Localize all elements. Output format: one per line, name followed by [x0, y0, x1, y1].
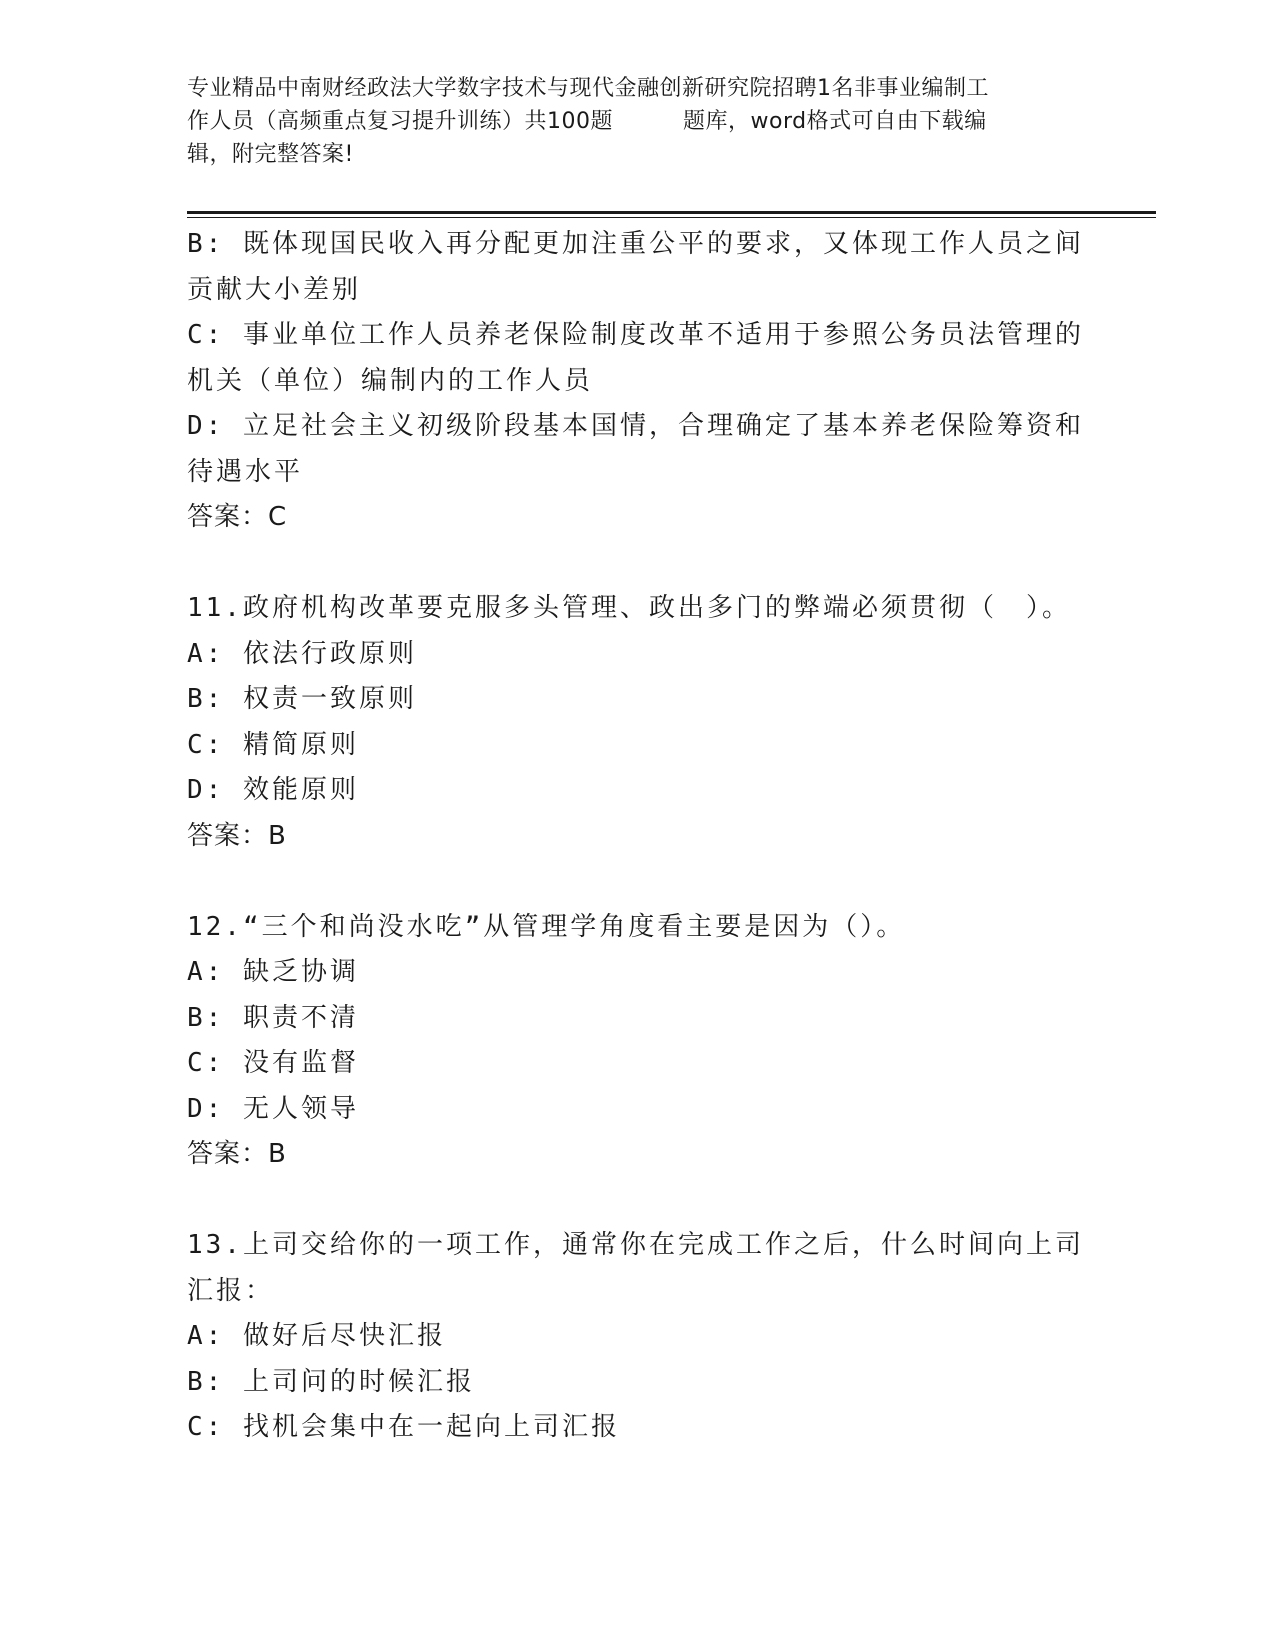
- q10-option-c-line1: C: 事业单位工作人员养老保险制度改革不适用于参照公务员法管理的: [187, 320, 1084, 350]
- q10-option-c-line2: 机关（单位）编制内的工作人员: [187, 365, 594, 396]
- q13-option-a: A: 做好后尽快汇报: [187, 1321, 446, 1351]
- question-content: [187, 222, 1087, 1451]
- header-line-1: 专业精品中南财经政法大学数字技术与现代金融创新研究院招聘1名非事业编制工: [187, 76, 989, 101]
- q11-option-b: B: 权责一致原则: [187, 684, 417, 714]
- q12-option-d: D: 无人领导: [187, 1093, 359, 1124]
- q11-option-a: A: 依法行政原则: [187, 638, 417, 669]
- header-line-2: [187, 105, 1087, 138]
- q13-stem-line1: 13.上司交给你的一项工作，通常你在完成工作之后，什么时间向上司: [187, 1230, 1084, 1260]
- q10-option-b-line2: 贡献大小差别: [187, 274, 362, 305]
- q11-answer: 答案：B: [187, 820, 287, 851]
- q12-option-b: B: 职责不清: [187, 1002, 359, 1033]
- q12-stem: 12.“三个和尚没水吃”从管理学角度看主要是因为（）。: [187, 911, 906, 942]
- header-line-2a: 作人员（高频重点复习提升训练）共100题: [187, 109, 613, 134]
- q12-answer: 答案：B: [187, 1139, 287, 1169]
- q13-option-b: B: 上司问的时候汇报: [187, 1366, 475, 1397]
- q11-stem: 11.政府机构改革要克服多头管理、政出多门的弊端必须贯彻（ ）。: [187, 593, 1071, 623]
- q10-option-d-line2: 待遇水平: [187, 456, 304, 487]
- header-divider-thick: [187, 211, 1156, 214]
- q11-option-d: D: 效能原则: [187, 775, 359, 805]
- q12-option-c: C: 没有监督: [187, 1048, 359, 1078]
- q12-option-a: A: 缺乏协调: [187, 957, 359, 987]
- header-divider-thin: [187, 217, 1156, 218]
- header-line-2b: 题库，word格式可自由下载编: [683, 109, 987, 134]
- q10-option-b-line1: B: 既体现国民收入再分配更加注重公平的要求，又体现工作人员之间: [187, 229, 1084, 259]
- header-line-3: 辑，附完整答案!: [187, 142, 354, 167]
- q13-option-c: C: 找机会集中在一起向上司汇报: [187, 1412, 620, 1442]
- document-header: [187, 72, 1087, 171]
- q11-option-c: C: 精简原则: [187, 729, 359, 760]
- q13-stem-line2: 汇报：: [187, 1275, 275, 1306]
- q10-answer: 答案：C: [187, 502, 288, 532]
- q10-option-d-line1: D: 立足社会主义初级阶段基本国情，合理确定了基本养老保险筹资和: [187, 411, 1084, 441]
